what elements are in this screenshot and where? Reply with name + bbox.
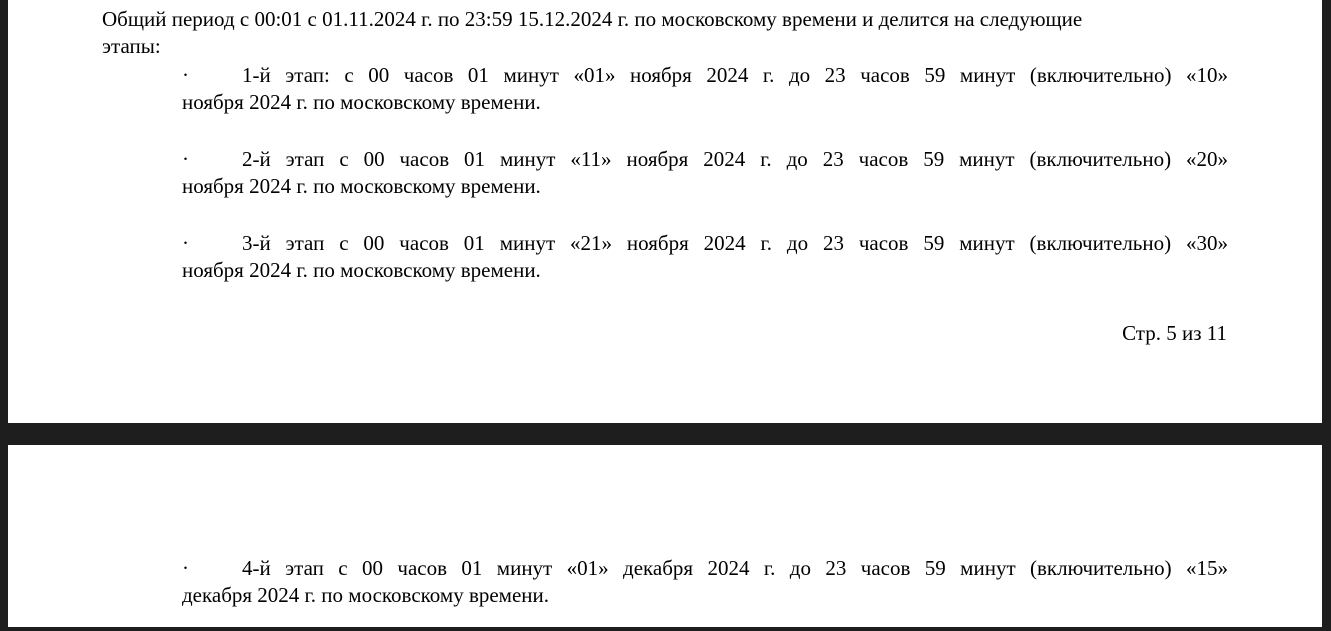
bullet-marker: · — [182, 147, 189, 171]
intro-text-line-2: этапы: — [102, 34, 161, 58]
document-page-6 — [8, 445, 1322, 627]
stage-1-text-line-1: 1-й этап: с 00 часов 01 минут «01» ноября 2024 г. до 23 часов 59 минут (включительно) «10» — [242, 63, 1228, 87]
bullet-marker: · — [182, 231, 189, 255]
stage-3-text-line-2: ноября 2024 г. по московскому времени. — [182, 258, 541, 282]
intro-text-line-1: Общий период с 00:01 с 01.11.2024 г. по 23:59 15.12.2024 г. по московскому времени и делится на следующие — [102, 7, 1083, 31]
document-page-5 — [8, 0, 1322, 423]
stage-2-text-line-2: ноября 2024 г. по московскому времени. — [182, 174, 541, 198]
stage-1-text-line-2: ноября 2024 г. по московскому времени. — [182, 90, 541, 114]
stage-4-text-line-1: 4-й этап с 00 часов 01 минут «01» декабря 2024 г. до 23 часов 59 минут (включительно) «15» — [242, 556, 1228, 580]
bullet-marker: · — [182, 63, 189, 87]
stage-2-text-line-1: 2-й этап с 00 часов 01 минут «11» ноября 2024 г. до 23 часов 59 минут (включительно) «20» — [242, 147, 1228, 171]
stage-3-text-line-1: 3-й этап с 00 часов 01 минут «21» ноября 2024 г. до 23 часов 59 минут (включительно) «30» — [242, 231, 1228, 255]
bullet-marker: · — [182, 556, 189, 580]
page-number: Стр. 5 из 11 — [1122, 321, 1227, 345]
stage-4-text-line-2: декабря 2024 г. по московскому времени. — [182, 583, 550, 607]
